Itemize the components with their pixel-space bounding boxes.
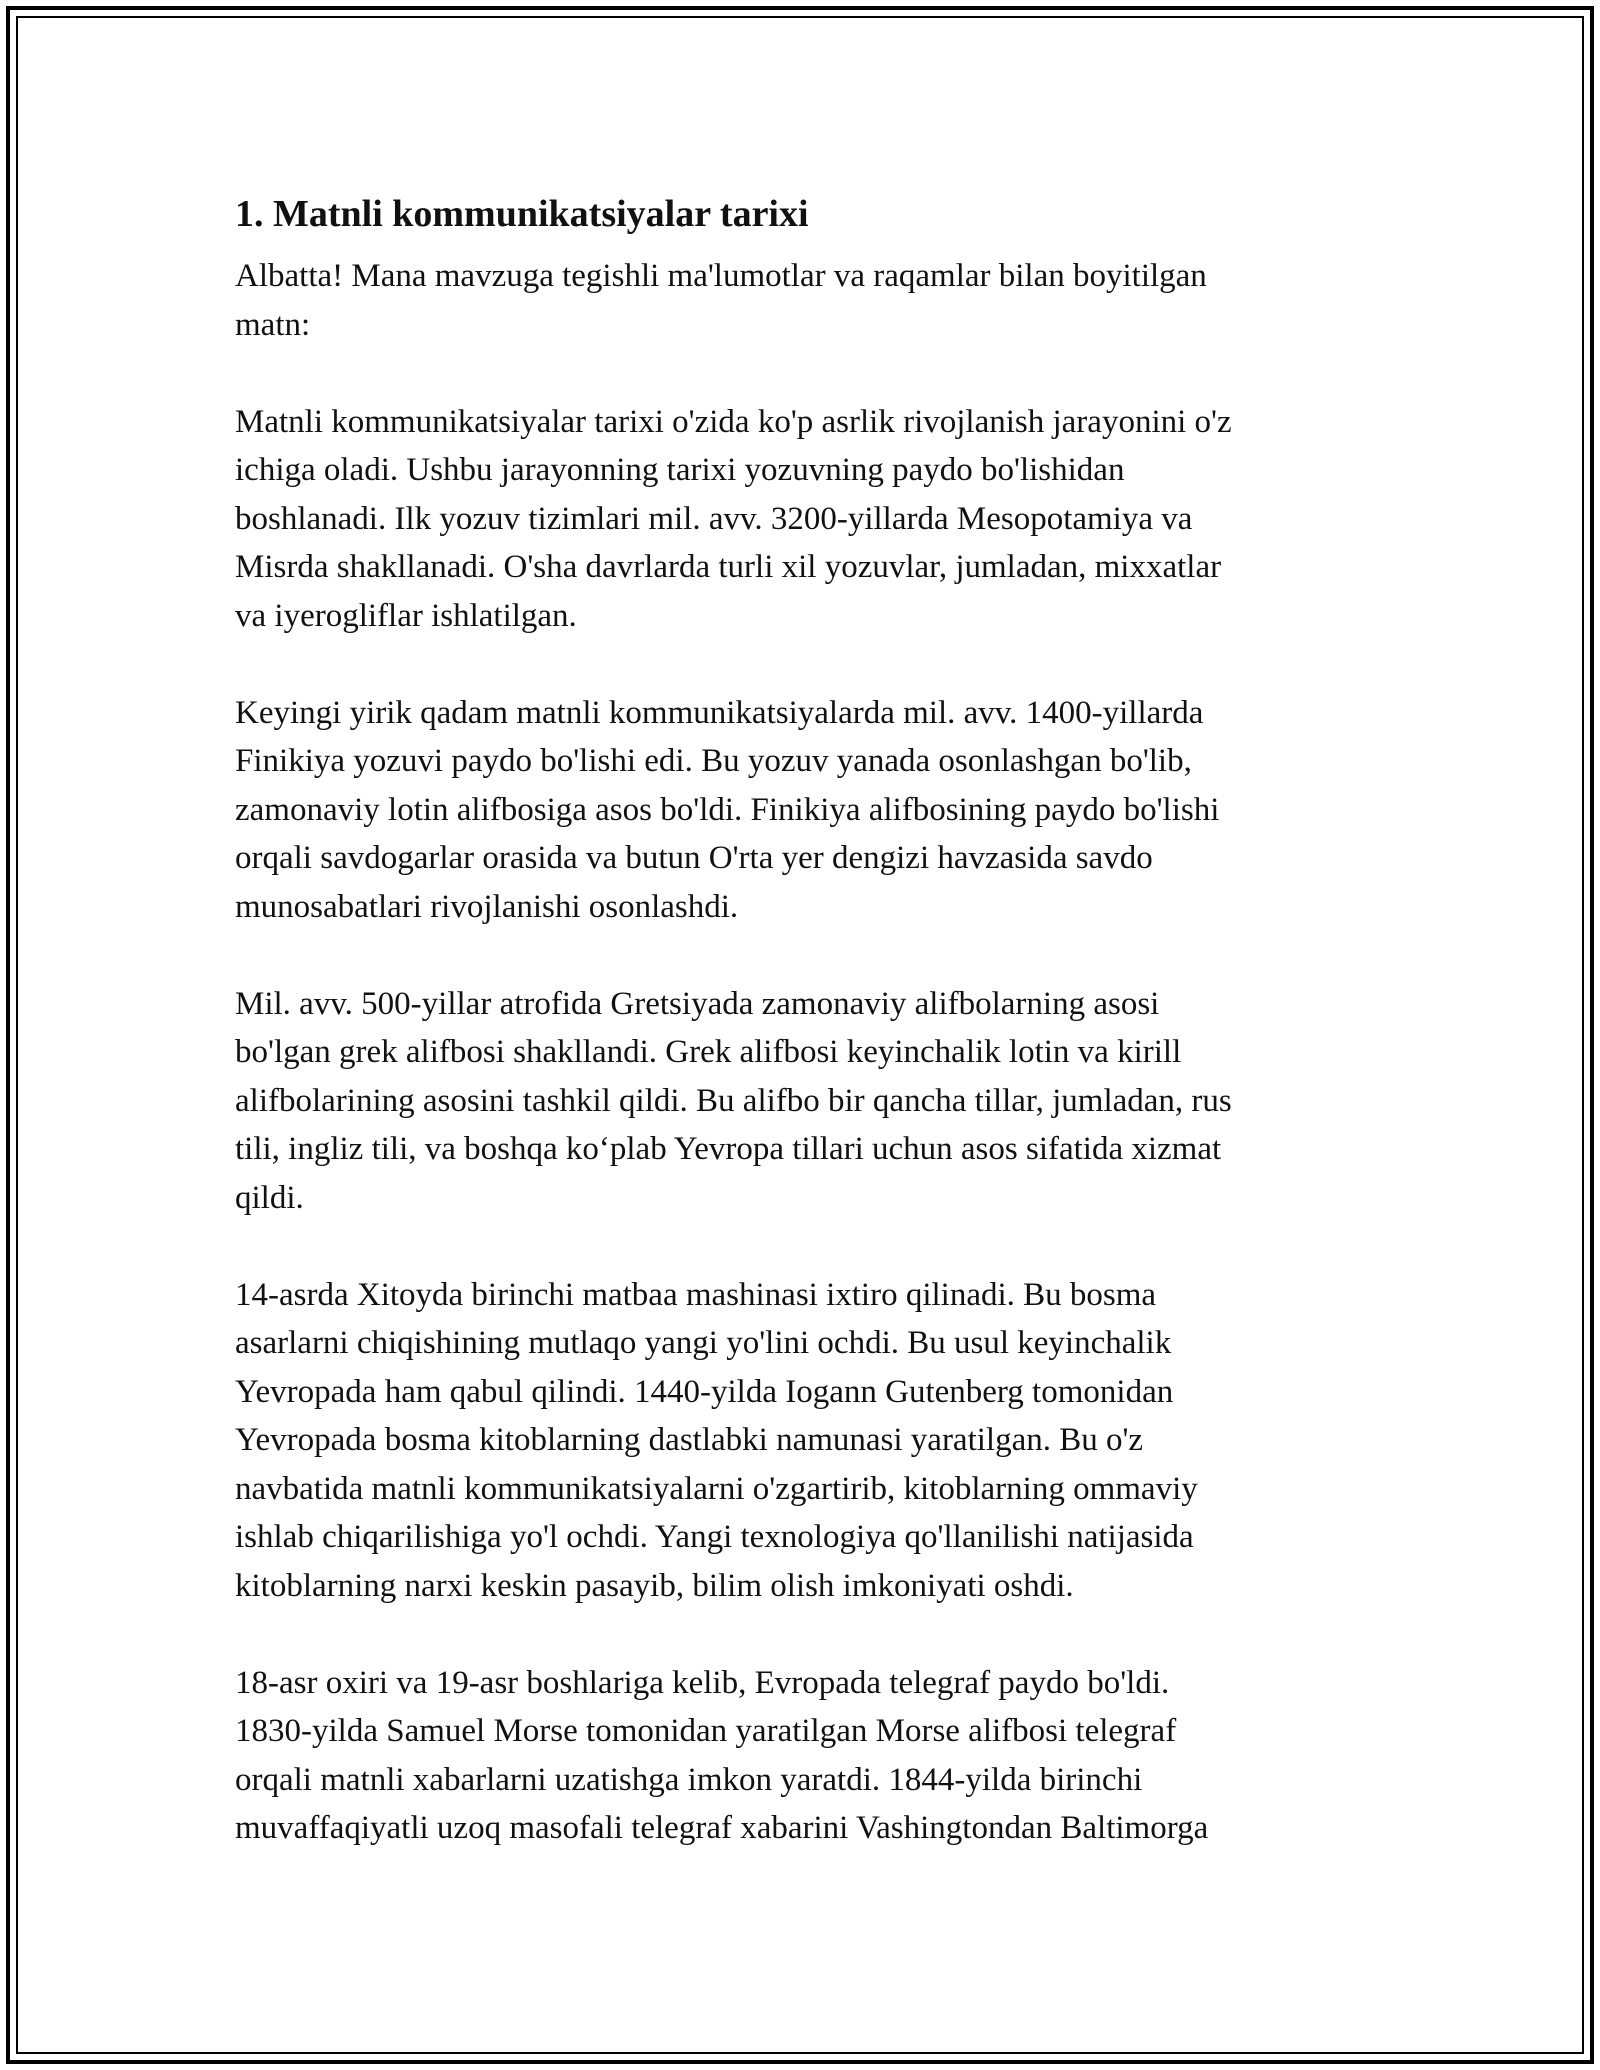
paragraph-printing: 14-asrda Xitoyda birinchi matbaa mashinasi ixtiro qilinadi. Bu bosma asarlarni chiqishining mutlaqo yangi yo'lini ochdi. Bu usul keyinchalik Yevropada ham qabul qilindi. 1440-yilda Iogann Gutenberg tomonidan Yevropada bosma kitoblarning dastlabki namunasi yaratilgan. Bu o'z navbatida matnli kommunikatsiyalarni o'zgartirib, kitoblarning ommaviy ishlab chiqarilishiga yo'l ochdi. Yangi texnologiya qo'llanilishi natijasida kitoblarning narxi keskin pasayib, bilim olish imkoniyati oshdi. (235, 1276, 1198, 1604)
paragraph-early-writing: Matnli kommunikatsiyalar tarixi o'zida ko'p asrlik rivojlanish jarayonini o'z ichiga oladi. Ushbu jarayonning tarixi yozuvning paydo bo'lishidan boshlanadi. Ilk yozuv tizimlari mil. avv. 3200-yillarda Mesopotamiya va Misrda shakllanadi. O'sha davrlarda turli xil yozuvlar, jumladan, mixxatlar va iyerogliflar ishlatilgan. (235, 403, 1232, 634)
paragraph-phoenician: Keyingi yirik qadam matnli kommunikatsiyalarda mil. avv. 1400-yillarda Finikiya yozuvi paydo bo'lishi edi. Bu yozuv yanada osonlashgan bo'lib, zamonaviy lotin alifbosiga asos bo'ldi. Finikiya alifbosining paydo bo'lishi orqali savdogarlar orasida va butun O'rta yer dengizi havzasida savdo munosabatlari rivojlanishi osonlashdi. (235, 694, 1220, 925)
paragraph-telegraph: 18-asr oxiri va 19-asr boshlariga kelib, Evropada telegraf paydo bo'ldi. 1830-yilda Samuel Morse tomonidan yaratilgan Morse alifbosi telegraf orqali matnli xabarlarni uzatishga imkon yaratdi. 1844-yilda birinchi muvaffaqiyatli uzoq masofali telegraf xabarini Vashingtondan Baltimorga (235, 1664, 1209, 1846)
document-body (235, 188, 1350, 1901)
section-heading: 1. Matnli kommunikatsiyalar tarixi (235, 193, 809, 235)
paragraph-intro: Albatta! Mana mavzuga tegishli ma'lumotlar va raqamlar bilan boyitilgan matn: (235, 258, 1207, 343)
paragraph-greek: Mil. avv. 500-yillar atrofida Gretsiyada zamonaviy alifbolarning asosi bo'lgan grek alifbosi shakllandi. Grek alifbosi keyinchalik lotin va kirill alifbolarining asosini tashkil qildi. Bu alifbo bir qancha tillar, jumladan, rus tili, ingliz tili, va boshqa ko‘plab Yevropa tillari uchun asos sifatida xizmat qildi. (235, 985, 1232, 1216)
